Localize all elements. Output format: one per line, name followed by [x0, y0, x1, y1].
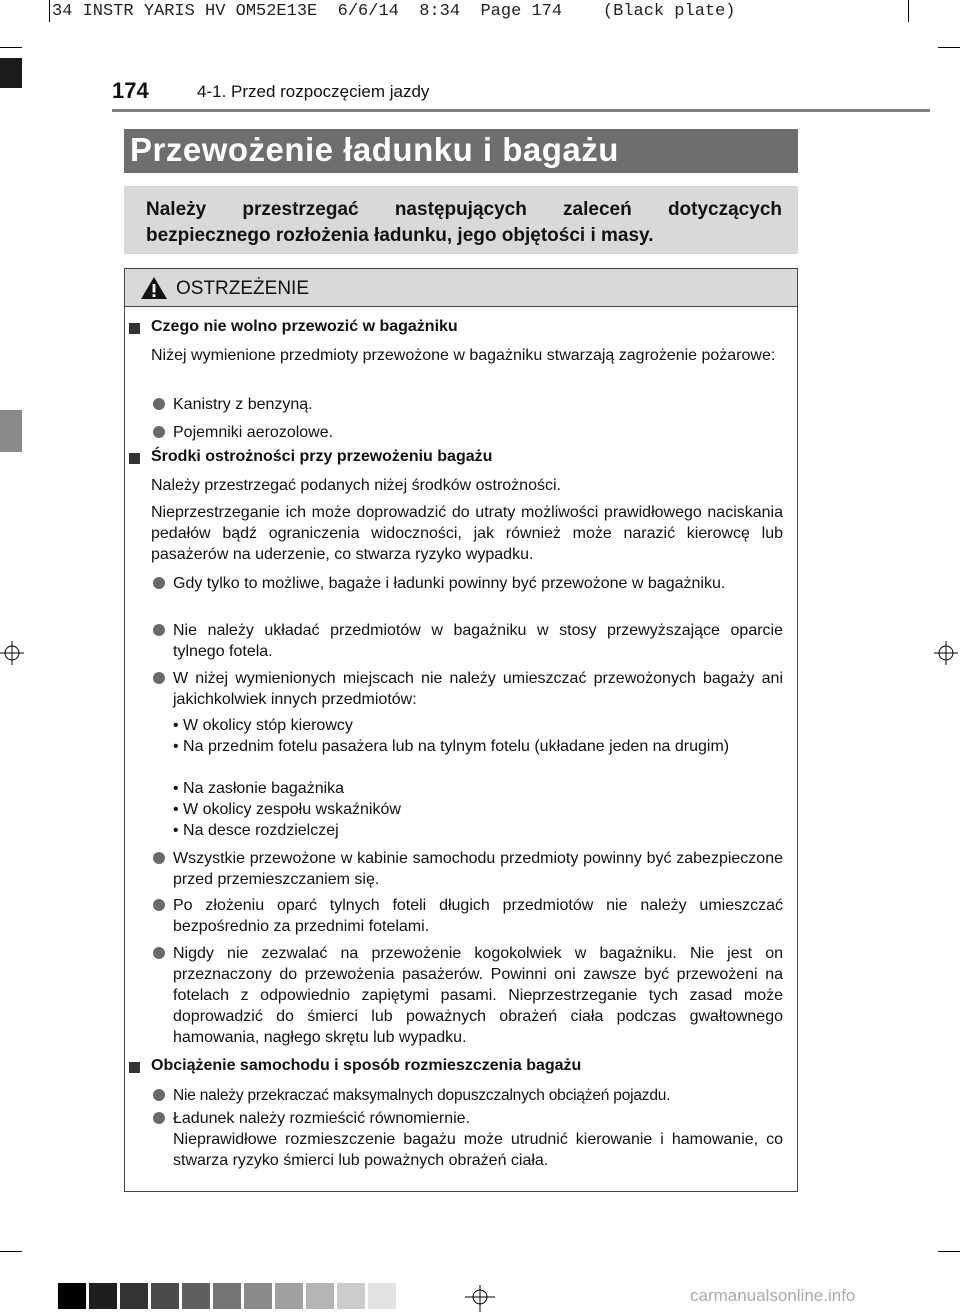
section-heading: Środki ostrożności przy przewożeniu bagażu — [151, 448, 493, 465]
section-heading: Obciążenie samochodu i sposób rozmieszczenia bagażu — [151, 1057, 582, 1074]
color-swatch — [368, 1283, 396, 1309]
color-swatch — [182, 1283, 210, 1309]
warning-triangle-icon — [140, 276, 168, 300]
bullet-dot-icon — [153, 624, 165, 636]
bullet-dot-icon — [153, 672, 165, 684]
bullet-item: Nigdy nie zezwalać na przewożenie kogokolwiek w bagażniku. Nie jest on przeznaczony do przewożenia pasażerów. Powinni oni zawsze być przewożeni na fotelach z odpowiednio zapiętymi pasami. Nieprzestrzeganie tych zasad może doprowadzić do śmierci lub poważnych obrażeń ciała podczas gwałtownego hamowania, nagłego skrętu lub wypadku. — [173, 945, 783, 1046]
paragraph: Należy przestrzegać podanych niżej środków ostrożności. — [151, 477, 561, 494]
bullet-dot-icon — [153, 426, 165, 438]
bullet-item: Kanistry z benzyną. — [173, 396, 313, 413]
color-swatch — [151, 1283, 179, 1309]
color-swatch — [58, 1283, 86, 1309]
bullet-dot-icon — [153, 1112, 165, 1124]
bullet-item: W niżej wymienionych miejscach nie należy umieszczać przewożonych bagaży ani jakichkolwiek innych przedmiotów: — [173, 670, 783, 708]
bullet-item: Ładunek należy rozmieścić równomiernie. Nieprawidłowe rozmieszczenie bagażu może utrudnić kierowanie i hamowanie, co stwarza ryzyko śmierci lub poważnych obrażeń ciała. — [173, 1110, 783, 1169]
section-square-icon — [129, 1062, 140, 1073]
sub-item: • W okolicy zespołu wskaźników — [173, 801, 401, 818]
sub-item: • Na desce rozdzielczej — [173, 822, 339, 839]
color-swatch — [213, 1283, 241, 1309]
crop-mark — [0, 1251, 22, 1252]
color-swatch — [120, 1283, 148, 1309]
watermark: carmanualsonline.info — [690, 1286, 856, 1305]
chapter-tab-marker — [0, 58, 22, 88]
bullet-item: Po złożeniu oparć tylnych foteli długich przedmiotów nie należy umieszczać bezpośrednio za przednimi fotelami. — [173, 897, 783, 935]
color-swatch — [89, 1283, 117, 1309]
sub-item: • Na przednim fotelu pasażera lub na tylnym fotelu (układane jeden na drugim) — [173, 738, 730, 755]
bullet-dot-icon — [153, 899, 165, 911]
crop-mark — [938, 1251, 960, 1252]
bullet-dot-icon — [153, 577, 165, 589]
paragraph: Niżej wymienione przedmioty przewożone w bagażniku stwarzają zagrożenie pożarowe: — [151, 347, 776, 364]
color-swatch — [244, 1283, 272, 1309]
paragraph: Nieprzestrzeganie ich może doprowadzić do utraty możliwości prawidłowego naciskania pedałów bądź ograniczenia widoczności, jak również może narazić kierowcę lub pasażerów na uderzenie, co stwarza ryzyko wypadku. — [151, 504, 783, 563]
bullet-item: Gdy tylko to możliwe, bagaże i ładunki powinny być przewożone w bagażniku. — [173, 575, 726, 592]
header-divider — [112, 109, 930, 112]
color-swatch — [275, 1283, 303, 1309]
print-slug: 34 INSTR YARIS HV OM52E13E 6/6/14 8:34 Page 174 (Black plate) — [52, 2, 736, 21]
section-square-icon — [129, 453, 140, 464]
bullet-dot-icon — [153, 1089, 165, 1101]
section-title: 4-1. Przed rozpoczęciem jazdy — [197, 82, 430, 101]
section-heading: Czego nie wolno przewozić w bagażniku — [151, 318, 458, 335]
bullet-item: Pojemniki aerozolowe. — [173, 424, 334, 441]
chapter-index-tab — [0, 410, 22, 452]
bullet-item: Nie należy przekraczać maksymalnych dopuszczalnych obciążeń pojazdu. — [173, 1087, 671, 1104]
bullet-item: Nie należy układać przedmiotów w bagażniku w stosy przewyższające oparcie tylnego fotela. — [173, 622, 783, 660]
bullet-dot-icon — [153, 398, 165, 410]
page-title: Przewożenie ładunku i bagażu — [130, 131, 619, 168]
crop-mark — [908, 0, 909, 22]
sub-item: • Na zasłonie bagażnika — [173, 780, 345, 797]
crop-mark — [49, 0, 50, 22]
warning-label: OSTRZEŻENIE — [176, 278, 310, 299]
registration-mark-icon — [0, 638, 30, 668]
bullet-item: Wszystkie przewożone w kabinie samochodu przedmioty powinny być zabezpieczone przed przemieszczaniem się. — [173, 850, 783, 888]
bullet-dot-icon — [153, 852, 165, 864]
color-swatch — [306, 1283, 334, 1309]
bullet-dot-icon — [153, 947, 165, 959]
registration-mark-icon — [465, 1282, 495, 1312]
sub-item: • W okolicy stóp kierowcy — [173, 717, 353, 734]
intro-text: Należy przestrzegać następujących zaleceń dotyczących bezpiecznego rozłożenia ładunku, jego objętości i masy. — [146, 199, 782, 246]
page-number: 174 — [112, 78, 149, 103]
section-square-icon — [129, 323, 140, 334]
crop-mark — [938, 47, 960, 48]
registration-mark-icon — [928, 638, 958, 668]
crop-mark — [0, 47, 22, 48]
color-swatch — [337, 1283, 365, 1309]
